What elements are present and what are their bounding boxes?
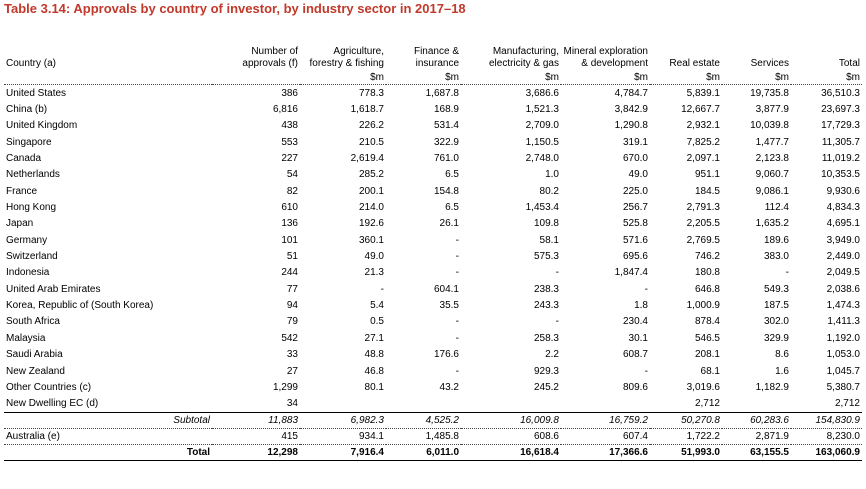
table-cell: 1.0 — [545, 169, 559, 181]
table-row — [4, 297, 862, 313]
row-label: Hong Kong — [6, 202, 57, 214]
row-label: Switzerland — [6, 251, 58, 263]
table-cell: 176.6 — [433, 349, 459, 361]
table-cell: 35.5 — [439, 300, 459, 312]
table-cell — [561, 396, 650, 413]
table-cell: 10,039.8 — [750, 120, 789, 132]
table-cell: 2,871.9 — [755, 430, 789, 442]
table-cell: 646.8 — [694, 283, 720, 295]
table-cell: - — [785, 267, 789, 279]
table-cell: 154.8 — [433, 185, 459, 197]
table-cell: 101 — [281, 234, 298, 246]
table-cell: 525.8 — [622, 218, 648, 230]
unit-cell: $m — [650, 72, 722, 85]
table-cell: - — [455, 316, 459, 328]
table-cell: - — [644, 365, 648, 377]
table-cell: 16,618.4 — [461, 444, 561, 460]
table-cell: 2,205.5 — [686, 218, 720, 230]
australia-row — [4, 428, 862, 444]
table-row — [4, 330, 862, 346]
table-cell: 610 — [281, 202, 298, 214]
table-cell: 225.0 — [622, 185, 648, 197]
table-cell: 244 — [281, 267, 298, 279]
table-cell: 4,784.7 — [614, 87, 648, 99]
table-cell: 2,932.1 — [686, 120, 720, 132]
table-cell: 5,839.1 — [686, 87, 720, 99]
col-header-manufacturing: Manufacturing, electricity & gas — [488, 46, 559, 69]
table-cell: 51,993.0 — [650, 444, 722, 460]
table-cell: 1,411.3 — [827, 316, 860, 328]
table-cell: - — [555, 267, 559, 279]
table-cell: 30.1 — [628, 332, 648, 344]
unit-cell: $m — [561, 72, 650, 85]
total-row — [4, 444, 862, 460]
table-cell: 8.6 — [775, 349, 789, 361]
table-cell: 200.1 — [358, 185, 384, 197]
table-cell: 809.6 — [622, 381, 648, 393]
table-cell: 80.1 — [364, 381, 384, 393]
row-label: New Dwelling EC (d) — [4, 396, 212, 413]
table-row — [4, 118, 862, 134]
table-cell: 2,769.5 — [686, 234, 720, 246]
table-cell: 27.1 — [364, 332, 384, 344]
table-cell: 184.5 — [694, 185, 720, 197]
table-cell — [722, 396, 791, 413]
table-cell: 2,709.0 — [525, 120, 559, 132]
table-cell: 1,192.0 — [826, 332, 860, 344]
table-row — [4, 265, 862, 281]
table-cell: 1,150.5 — [525, 136, 559, 148]
unit-cell: $m — [722, 72, 791, 85]
row-label: Canada — [6, 153, 42, 165]
table-cell: 604.1 — [433, 283, 459, 295]
table-cell: 77 — [286, 283, 298, 295]
table-cell: 79 — [286, 316, 298, 328]
table-cell: 11,305.7 — [821, 136, 860, 148]
table-cell: 94 — [286, 300, 298, 312]
table-cell: 1,847.4 — [614, 267, 648, 279]
unit-cell: $m — [300, 72, 386, 85]
table-cell — [300, 396, 386, 413]
table-cell: 5,380.7 — [826, 381, 860, 393]
approvals-table — [4, 22, 862, 461]
table-cell: 43.2 — [439, 381, 459, 393]
row-label: France — [6, 185, 38, 197]
table-row — [4, 183, 862, 199]
table-cell: 9,086.1 — [755, 185, 789, 197]
table-cell: 46.8 — [364, 365, 384, 377]
table-cell: 33 — [286, 349, 298, 361]
table-cell: 951.1 — [694, 169, 720, 181]
row-label: Japan — [6, 218, 34, 230]
table-cell: 1,722.2 — [686, 430, 720, 442]
table-cell: 26.1 — [439, 218, 459, 230]
table-cell: 1,687.8 — [425, 87, 459, 99]
col-header-mineral: Mineral exploration & development — [563, 46, 648, 69]
row-label: Netherlands — [6, 169, 60, 181]
table-cell: 0.5 — [370, 316, 384, 328]
table-cell: - — [644, 283, 648, 295]
table-cell: 1,045.7 — [826, 365, 860, 377]
table-cell: - — [555, 316, 559, 328]
table-cell: 1.6 — [775, 365, 789, 377]
table-cell: 2.2 — [545, 349, 559, 361]
table-cell: 2,712 — [791, 396, 862, 413]
table-row — [4, 281, 862, 297]
table-cell: 571.6 — [622, 234, 648, 246]
table-cell: 36,510.3 — [821, 87, 860, 99]
table-cell: 60,283.6 — [722, 412, 791, 428]
table-cell: 6.5 — [445, 202, 459, 214]
table-cell: 11,883 — [212, 412, 300, 428]
table-cell: - — [455, 332, 459, 344]
table-cell: 386 — [281, 87, 298, 99]
col-header-real-estate: Real estate — [669, 58, 720, 69]
table-cell: 383.0 — [763, 251, 789, 263]
table-cell: 208.1 — [694, 349, 720, 361]
table-cell: 3,686.6 — [525, 87, 559, 99]
table-cell: 112.4 — [764, 202, 789, 214]
table-cell: 214.0 — [358, 202, 384, 214]
table-cell: 934.1 — [358, 430, 384, 442]
table-cell: 136 — [281, 218, 298, 230]
table-cell: 256.7 — [622, 202, 648, 214]
table-cell: 878.4 — [694, 316, 720, 328]
table-cell: 695.6 — [622, 251, 648, 263]
table-cell: 51 — [286, 251, 298, 263]
table-cell: 192.6 — [358, 218, 384, 230]
table-cell: - — [455, 251, 459, 263]
unit-cell: $m — [791, 72, 862, 85]
table-cell: 189.6 — [763, 234, 789, 246]
table-cell: 553 — [281, 136, 298, 148]
table-cell: 438 — [281, 120, 298, 132]
row-label: Indonesia — [6, 267, 50, 279]
table-cell: 929.3 — [533, 365, 559, 377]
table-cell: 6.5 — [445, 169, 459, 181]
table-cell: 575.3 — [533, 251, 559, 263]
table-cell: 319.1 — [622, 136, 648, 148]
table-cell: 607.4 — [622, 430, 648, 442]
table-cell: 54 — [286, 169, 298, 181]
table-cell: 329.9 — [763, 332, 789, 344]
row-label: Germany — [6, 234, 48, 246]
table-cell: 3,842.9 — [614, 104, 648, 116]
table-cell: 17,366.6 — [561, 444, 650, 460]
unit-cell — [4, 72, 212, 85]
col-header-total: Total — [838, 58, 860, 69]
table-cell: 109.8 — [533, 218, 559, 230]
table-cell: 2,619.4 — [350, 153, 384, 165]
table-cell: 285.2 — [358, 169, 384, 181]
table-row — [4, 216, 862, 232]
table-cell: 6,816 — [272, 104, 298, 116]
header-row — [4, 22, 862, 72]
table-cell: 608.7 — [622, 349, 648, 361]
table-cell: 542 — [281, 332, 298, 344]
table-cell: 48.8 — [364, 349, 384, 361]
table-cell: 1,474.3 — [826, 300, 860, 312]
table-cell: 415 — [281, 430, 298, 442]
table-cell: 4,695.1 — [826, 218, 860, 230]
table-cell: 34 — [212, 396, 300, 413]
table-row — [4, 347, 862, 363]
table-cell: 2,712 — [650, 396, 722, 413]
table-row — [4, 167, 862, 183]
row-label: Subtotal — [4, 412, 212, 428]
table-cell: 2,791.3 — [686, 202, 720, 214]
table-cell: 168.9 — [433, 104, 459, 116]
table-cell: 1,453.4 — [525, 202, 559, 214]
table-cell: 1,000.9 — [686, 300, 720, 312]
table-cell: 360.1 — [358, 234, 384, 246]
table-cell: 80.2 — [539, 185, 559, 197]
table-cell: 230.4 — [622, 316, 648, 328]
table-cell: 761.0 — [433, 153, 459, 165]
table-cell: 670.0 — [622, 153, 648, 165]
table-cell: 210.5 — [358, 136, 384, 148]
table-cell: 227 — [281, 153, 298, 165]
table-cell: - — [455, 365, 459, 377]
col-header-services: Services — [750, 58, 789, 69]
table-cell: 1,053.0 — [826, 349, 860, 361]
table-row — [4, 363, 862, 379]
table-cell: 746.2 — [694, 251, 720, 263]
table-cell: 2,123.8 — [755, 153, 789, 165]
table-cell: 154,830.9 — [791, 412, 862, 428]
table-cell: 549.3 — [763, 283, 789, 295]
row-label: United Arab Emirates — [6, 283, 101, 295]
table-cell: 49.0 — [364, 251, 384, 263]
table-cell: 10,353.5 — [821, 169, 860, 181]
table-cell: 11,019.2 — [821, 153, 860, 165]
table-cell: 2,449.0 — [826, 251, 860, 263]
table-cell: 1,182.9 — [755, 381, 789, 393]
table-cell: 778.3 — [358, 87, 384, 99]
table-row — [4, 232, 862, 248]
table-cell: 23,697.3 — [821, 104, 860, 116]
table-cell: 82 — [286, 185, 298, 197]
table-row — [4, 85, 862, 102]
table-cell: 8,230.0 — [826, 430, 860, 442]
table-cell: 17,729.3 — [821, 120, 860, 132]
table-cell: 68.1 — [700, 365, 720, 377]
row-label: United Kingdom — [6, 120, 78, 132]
table-cell: 6,011.0 — [386, 444, 461, 460]
table-cell: 1,521.3 — [525, 104, 559, 116]
table-cell: 3,877.9 — [755, 104, 789, 116]
unit-cell: $m — [461, 72, 561, 85]
table-cell: 2,038.6 — [826, 283, 860, 295]
row-label: Other Countries (c) — [6, 381, 92, 393]
table-cell: - — [380, 283, 384, 295]
table-cell: 163,060.9 — [791, 444, 862, 460]
table-cell: 12,667.7 — [681, 104, 720, 116]
table-row — [4, 396, 862, 413]
col-header-finance: Finance & insurance — [413, 46, 459, 69]
table-cell: 27 — [286, 365, 298, 377]
table-title: Table 3.14: Approvals by country of investor, by industry sector in 2017–18 — [4, 1, 466, 16]
col-header-approvals: Number of approvals (f) — [242, 46, 298, 69]
table-cell: 49.0 — [628, 169, 648, 181]
table-cell: 1,477.7 — [755, 136, 789, 148]
table-cell: 245.2 — [533, 381, 559, 393]
table-cell: 322.9 — [433, 136, 459, 148]
table-cell: 5.4 — [370, 300, 384, 312]
table-cell: 258.3 — [533, 332, 559, 344]
table-cell: 2,097.1 — [686, 153, 720, 165]
table-cell: 1,485.8 — [425, 430, 459, 442]
table-cell: 1,290.8 — [614, 120, 648, 132]
table-row — [4, 379, 862, 395]
table-cell: 226.2 — [358, 120, 384, 132]
table-row — [4, 314, 862, 330]
table-cell: 531.4 — [433, 120, 459, 132]
row-label: Korea, Republic of (South Korea) — [6, 300, 154, 312]
row-label: United States — [6, 87, 67, 99]
table-cell: 1,618.7 — [350, 104, 384, 116]
table-body — [4, 85, 862, 461]
table-cell: - — [455, 234, 459, 246]
table-cell: 21.3 — [364, 267, 384, 279]
table-cell: 63,155.5 — [722, 444, 791, 460]
table-cell: 2,748.0 — [525, 153, 559, 165]
table-cell: 16,009.8 — [461, 412, 561, 428]
table-cell: 19,735.8 — [750, 87, 789, 99]
table-cell: 3,949.0 — [826, 234, 860, 246]
table-cell — [386, 396, 461, 413]
table-cell: 7,825.2 — [686, 136, 720, 148]
row-label: Australia (e) — [6, 430, 60, 442]
table-cell: 16,759.2 — [561, 412, 650, 428]
subtotal-row — [4, 412, 862, 428]
table-cell: 12,298 — [212, 444, 300, 460]
table-cell: 1.8 — [634, 300, 648, 312]
table-row — [4, 199, 862, 215]
row-label: China (b) — [6, 104, 48, 116]
row-label: Singapore — [6, 136, 52, 148]
row-label: Saudi Arabia — [6, 349, 63, 361]
table-cell: 9,930.6 — [826, 185, 860, 197]
table-cell: 4,834.3 — [826, 202, 860, 214]
table-cell: 7,916.4 — [300, 444, 386, 460]
table-row — [4, 248, 862, 264]
table-cell: 546.5 — [694, 332, 720, 344]
col-header-country: Country (a) — [6, 58, 57, 69]
table-cell — [461, 396, 561, 413]
table-cell: 9,060.7 — [755, 169, 789, 181]
table-row — [4, 134, 862, 150]
row-label: South Africa — [6, 316, 60, 328]
row-label: Total — [4, 444, 212, 460]
table-cell: 4,525.2 — [386, 412, 461, 428]
table-cell: 1,635.2 — [755, 218, 789, 230]
table-cell: 608.6 — [533, 430, 559, 442]
table-cell: - — [455, 267, 459, 279]
table-cell: 2,049.5 — [826, 267, 860, 279]
table-cell: 187.5 — [763, 300, 789, 312]
col-header-agriculture: Agriculture, forestry & fishing — [309, 46, 384, 69]
row-label: Malaysia — [6, 332, 46, 344]
table-cell: 6,982.3 — [300, 412, 386, 428]
table-cell: 302.0 — [763, 316, 789, 328]
unit-row — [4, 72, 862, 85]
table-cell: 58.1 — [539, 234, 559, 246]
unit-cell — [212, 72, 300, 85]
table-cell: 3,019.6 — [686, 381, 720, 393]
unit-cell: $m — [386, 72, 461, 85]
table-cell: 50,270.8 — [650, 412, 722, 428]
table-cell: 180.8 — [694, 267, 720, 279]
table-cell: 1,299 — [272, 381, 298, 393]
table-cell: 238.3 — [533, 283, 559, 295]
table-cell: 243.3 — [533, 300, 559, 312]
table-row — [4, 150, 862, 166]
row-label: New Zealand — [6, 365, 65, 377]
table-row — [4, 101, 862, 117]
